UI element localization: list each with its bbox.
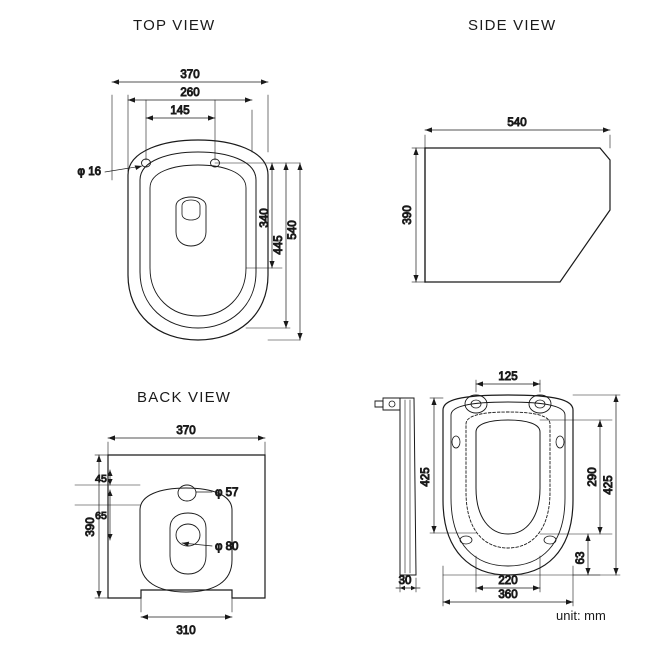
unit-label: unit: mm <box>556 608 606 623</box>
dim-side-390: 390 <box>402 205 414 225</box>
top-view-group <box>78 69 303 340</box>
dim-back-390: 390 <box>85 517 97 537</box>
view-title-side: SIDE VIEW <box>468 17 557 34</box>
seat-view-group <box>375 371 620 606</box>
view-title-top: TOP VIEW <box>133 17 216 34</box>
dim-seat-30: 30 <box>398 575 412 587</box>
dim-back-310: 310 <box>176 625 196 637</box>
dim-top-445: 445 <box>273 235 285 255</box>
dim-back-45: 45 <box>95 473 107 485</box>
dim-back-370: 370 <box>176 425 196 437</box>
dim-seat-220: 220 <box>498 575 518 587</box>
view-title-back: BACK VIEW <box>137 389 232 406</box>
dim-top-370: 370 <box>180 69 200 81</box>
dim-top-phi16: φ 16 <box>77 166 101 178</box>
dim-seat-125: 125 <box>498 371 518 383</box>
back-view-group <box>75 425 265 637</box>
dim-back-phi80: φ 80 <box>215 541 239 553</box>
dim-back-phi57: φ 57 <box>215 487 239 499</box>
dim-seat-425-left: 425 <box>420 467 432 487</box>
dim-top-145: 145 <box>170 105 190 117</box>
dim-top-260: 260 <box>180 87 200 99</box>
side-view-group <box>402 117 610 282</box>
dim-back-65: 65 <box>95 510 107 522</box>
dim-seat-290: 290 <box>587 467 599 487</box>
dim-seat-360: 360 <box>498 589 518 601</box>
dim-side-540: 540 <box>507 117 527 129</box>
dim-seat-425-right: 425 <box>603 475 615 495</box>
dim-seat-63: 63 <box>575 551 587 565</box>
dim-top-340: 340 <box>259 208 271 228</box>
dim-top-540: 540 <box>287 220 299 240</box>
